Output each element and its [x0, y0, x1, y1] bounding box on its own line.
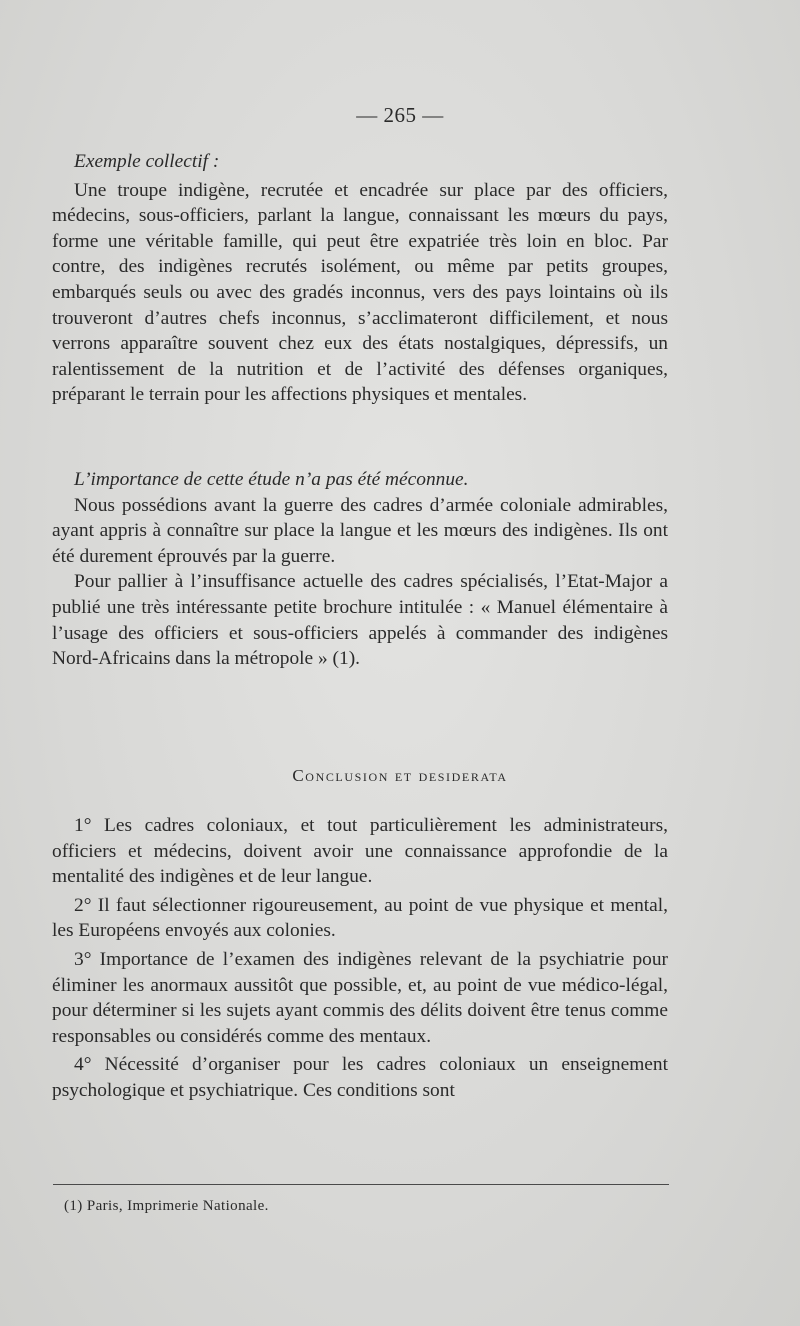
section-importance	[52, 467, 668, 672]
subheading-collective-example: Exemple collectif :	[74, 151, 220, 172]
conclusion-item: 4° Nécessité d’organiser pour les cadres coloniaux un enseignement psychologique et psychiatrique. Ces conditions sont	[52, 1054, 668, 1101]
paragraph-collective-example: Une troupe indigène, recrutée et encadrée sur place par des officiers, médecins, sous-officiers, parlant la langue, connaissant les mœurs du pays, forme une véritable famille, qui peut être expatriée très loin en bloc. Par contre, des indigènes recrutés isolément, ou même par petits groupes, embarqués seuls ou avec des gradés inconnus, vers des pays lointains où ils trouveront d’autres chefs inconnus, s’acclimateront difficilement, et nous verrons apparaître souvent chez eux des états nostalgiques, dépressifs, un ralentissement de la nutrition et de l’activité des défenses organiques, préparant le terrain pour les affections physiques et mentales.	[52, 179, 668, 406]
conclusion-item: 1° Les cadres coloniaux, et tout particulièrement les administrateurs, officiers et médecins, doivent avoir une connaissance approfondie de la mentalité des indigènes et de leur langue.	[52, 815, 668, 888]
conclusion-item: 2° Il faut sélectionner rigoureusement, au point de vue physique et mental, les Européens envoyés aux colonies.	[52, 894, 668, 942]
paragraph-cadres: Nous possédions avant la guerre des cadres d’armée coloniale admirables, ayant appris à connaître sur place la langue et les mœurs des indigènes. Ils ont été durement éprouvés par la guerre.	[52, 494, 668, 567]
section-title-conclusion: Conclusion et desiderata	[292, 766, 508, 785]
page-number: — 265 —	[356, 103, 444, 127]
footnote: (1) Paris, Imprimerie Nationale.	[64, 1198, 269, 1214]
subheading-importance: L’importance de cette étude n’a pas été méconnue.	[74, 469, 469, 490]
section-collective-example	[52, 149, 668, 408]
paragraph-etat-major: Pour pallier à l’insuffisance actuelle des cadres spécialisés, l’Etat-Major a publié une très intéressante petite brochure intitulée : « Manuel élémentaire à l’usage des officiers et sous-officiers appelés à commander des indigènes Nord-Africains dans la métropole » (1).	[52, 571, 668, 670]
conclusion-list	[52, 813, 668, 1104]
conclusion-item: 3° Importance de l’examen des indigènes relevant de la psychiatrie pour éliminer les anormaux aussitôt que possible, et, au point de vue médico-légal, pour déterminer si les sujets ayant commis des délits doivent être tenus comme responsables ou considérés comme des mentaux.	[52, 948, 668, 1047]
footnote-divider	[53, 1184, 669, 1185]
